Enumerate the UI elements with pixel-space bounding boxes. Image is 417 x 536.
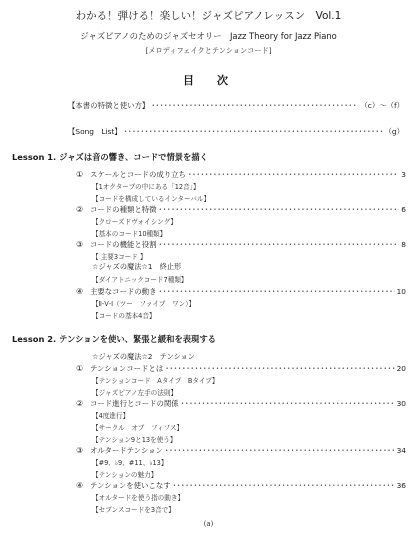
toc-entry-label: テンションコードとは	[90, 364, 164, 373]
toc-entry-page: 8	[401, 240, 406, 249]
leader-dots	[181, 398, 395, 409]
book-title: わかる！弾ける！楽しい！ジャズピアノレッスン Vol.1	[75, 10, 342, 22]
lesson-1-title: Lesson 1. ジャズは音の響き、コードで情景を描く	[12, 152, 208, 162]
toc-entry-page: 3	[401, 170, 406, 179]
toc-entry-label: 【本書の特徴と使い方】	[68, 101, 150, 110]
toc-subitem: 【サークル オブ フィフス】	[92, 424, 184, 432]
item-number: ③	[76, 240, 84, 249]
toc-subitem: 【1オクターブの中にある「12音」】	[92, 183, 200, 191]
toc-subitem: 【セブンスコードを3音で】	[92, 506, 175, 514]
toc-entry-page: 6	[401, 205, 406, 214]
toc-subitem: 【Ⅱ-Ⅴ-Ⅰ（ツー ファイブ ワン）】	[92, 300, 196, 308]
toc-subitem: 【ダイアトニックコード7種類】	[92, 276, 188, 284]
toc-entry-l2-4[interactable]	[76, 480, 406, 491]
toc-subitem: 【コードを構成しているインターバル】	[92, 195, 211, 203]
toc-subitem: 【オルタードを使う指の動き】	[92, 494, 185, 502]
toc-entry-song-list[interactable]	[68, 126, 404, 137]
toc-subitem: 【テンションの魅力】	[92, 471, 158, 479]
toc-entry-l2-1[interactable]	[76, 363, 406, 374]
item-number: ②	[76, 205, 84, 214]
page-number: (a)	[203, 520, 214, 528]
toc-entry-l1-1[interactable]	[76, 169, 406, 180]
item-number: ③	[76, 446, 84, 455]
toc-entry-page: 30	[396, 399, 406, 408]
toc-entry-label: コード進行とコードの関係	[90, 399, 179, 408]
toc-entry-label: テンションを使いこなす	[90, 481, 171, 490]
toc-entry-page: 34	[396, 446, 406, 455]
leader-dots	[159, 239, 400, 250]
toc-subitem: 【4度進行】	[92, 412, 130, 420]
item-number: ①	[76, 170, 84, 179]
toc-entry-l2-2[interactable]	[76, 398, 406, 409]
lesson-2-title: Lesson 2. テンションを使い、緊張と緩和を表現する	[12, 334, 216, 344]
leader-dots	[188, 169, 399, 180]
toc-subitem: 【 主要3コード 】	[92, 253, 147, 261]
toc-subitem: 【クローズドヴォイシング】	[92, 218, 178, 226]
toc-entry-page: 20	[396, 364, 406, 373]
toc-entry-page: （c）～（f）	[360, 101, 404, 110]
leader-dots	[151, 100, 358, 111]
leader-dots	[159, 286, 395, 297]
toc-entry-label: 主要なコードの動き	[90, 287, 157, 296]
toc-subitem: 【#9、♭9、#11、♭13】	[92, 459, 168, 467]
toc-subitem: 【基本のコード10種類】	[92, 230, 167, 238]
toc-subitem: 【テンション9と13を使う】	[92, 436, 177, 444]
toc-subitem: 【ジャズピアノ左手の法則】	[92, 389, 178, 397]
leader-dots	[173, 480, 395, 491]
toc-heading: 目 次	[183, 74, 234, 87]
toc-entry-label: コードの種類と特徴	[90, 205, 157, 214]
item-number: ④	[76, 287, 84, 296]
book-subtitle: ジャズピアノのためのジャズセオリー Jazz Theory for Jazz Piano	[80, 31, 337, 41]
toc-entry-l1-2[interactable]	[76, 204, 406, 215]
toc-entry-l2-3[interactable]	[76, 445, 406, 456]
book-subsubtitle: [メロディフェイクとテンションコード]	[145, 46, 272, 55]
item-number: ②	[76, 399, 84, 408]
toc-magic-item: ☆ジャズの魔法☆2 テンション	[92, 352, 195, 361]
toc-subitem: 【テンションコード Aタイプ Bタイプ】	[92, 377, 219, 385]
toc-subitem: 【コードの基本4音】	[92, 312, 156, 320]
toc-magic-item: ☆ジャズの魔法☆1 終止形	[92, 262, 182, 271]
leader-dots	[165, 445, 395, 456]
toc-entry-page: （g）	[384, 127, 404, 136]
toc-entry-label: スケールとコードの成り立ち	[90, 170, 186, 179]
toc-entry-page: 10	[396, 287, 406, 296]
item-number: ①	[76, 364, 84, 373]
toc-entry-l1-4[interactable]	[76, 286, 406, 297]
toc-entry-features[interactable]	[68, 100, 404, 111]
toc-entry-label: コードの機能と役割	[90, 240, 157, 249]
leader-dots	[165, 363, 394, 374]
toc-entry-label: 【Song List】	[68, 127, 122, 136]
toc-entry-page: 36	[396, 481, 406, 490]
toc-entry-label: オルタードテンション	[90, 446, 163, 455]
item-number: ④	[76, 481, 84, 490]
leader-dots	[124, 126, 383, 137]
leader-dots	[159, 204, 400, 215]
toc-entry-l1-3[interactable]	[76, 239, 406, 250]
